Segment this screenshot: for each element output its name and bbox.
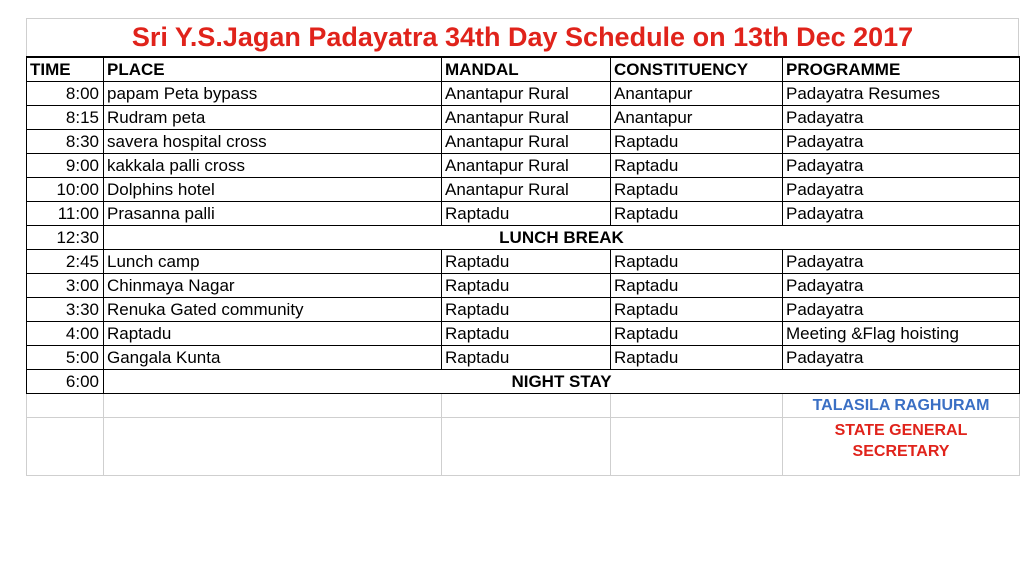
place-cell: Renuka Gated community	[104, 298, 442, 322]
signature-name-row	[27, 394, 1020, 418]
table-row	[27, 298, 1020, 322]
table-row	[27, 346, 1020, 370]
constituency-cell: Anantapur	[611, 82, 783, 106]
place-cell: Chinmaya Nagar	[104, 274, 442, 298]
programme-cell: Meeting &Flag hoisting	[783, 322, 1020, 346]
header-programme: PROGRAMME	[783, 57, 1020, 82]
header-place: PLACE	[104, 57, 442, 82]
schedule-sheet	[26, 18, 1019, 476]
time-cell: 9:00	[27, 154, 104, 178]
time-cell: 2:45	[27, 250, 104, 274]
place-cell: Prasanna palli	[104, 202, 442, 226]
place-cell: savera hospital cross	[104, 130, 442, 154]
schedule-title: Sri Y.S.Jagan Padayatra 34th Day Schedule on 13th Dec 2017	[26, 18, 1019, 56]
lunch-break-label: LUNCH BREAK	[104, 226, 1020, 250]
table-row	[27, 274, 1020, 298]
time-cell: 8:00	[27, 82, 104, 106]
constituency-cell: Raptadu	[611, 322, 783, 346]
time-cell: 8:30	[27, 130, 104, 154]
table-row	[27, 154, 1020, 178]
time-cell: 5:00	[27, 346, 104, 370]
empty-cell	[104, 394, 442, 418]
constituency-cell: Raptadu	[611, 130, 783, 154]
empty-cell	[27, 418, 104, 476]
programme-cell: Padayatra	[783, 106, 1020, 130]
time-cell: 3:00	[27, 274, 104, 298]
place-cell: Lunch camp	[104, 250, 442, 274]
mandal-cell: Anantapur Rural	[442, 82, 611, 106]
schedule-table	[26, 56, 1020, 476]
place-cell: papam Peta bypass	[104, 82, 442, 106]
signature-designation: STATE GENERAL SECRETARY	[783, 418, 1020, 476]
programme-cell: Padayatra	[783, 274, 1020, 298]
time-cell: 11:00	[27, 202, 104, 226]
mandal-cell: Raptadu	[442, 202, 611, 226]
programme-cell: Padayatra	[783, 250, 1020, 274]
mandal-cell: Anantapur Rural	[442, 178, 611, 202]
header-row	[27, 57, 1020, 82]
programme-cell: Padayatra	[783, 178, 1020, 202]
mandal-cell: Raptadu	[442, 250, 611, 274]
table-row	[27, 178, 1020, 202]
empty-cell	[611, 394, 783, 418]
header-mandal: MANDAL	[442, 57, 611, 82]
empty-cell	[104, 418, 442, 476]
constituency-cell: Raptadu	[611, 346, 783, 370]
table-row	[27, 202, 1020, 226]
programme-cell: Padayatra	[783, 130, 1020, 154]
table-row	[27, 82, 1020, 106]
programme-cell: Padayatra	[783, 346, 1020, 370]
night-time-cell: 6:00	[27, 370, 104, 394]
signature-designation-row	[27, 418, 1020, 476]
empty-cell	[611, 418, 783, 476]
place-cell: Dolphins hotel	[104, 178, 442, 202]
programme-cell: Padayatra	[783, 202, 1020, 226]
table-row	[27, 106, 1020, 130]
place-cell: kakkala palli cross	[104, 154, 442, 178]
time-cell: 4:00	[27, 322, 104, 346]
place-cell: Rudram peta	[104, 106, 442, 130]
mandal-cell: Raptadu	[442, 346, 611, 370]
mandal-cell: Raptadu	[442, 322, 611, 346]
constituency-cell: Raptadu	[611, 298, 783, 322]
constituency-cell: Raptadu	[611, 202, 783, 226]
time-cell: 10:00	[27, 178, 104, 202]
place-cell: Gangala Kunta	[104, 346, 442, 370]
programme-cell: Padayatra Resumes	[783, 82, 1020, 106]
lunch-break-row	[27, 226, 1020, 250]
programme-cell: Padayatra	[783, 298, 1020, 322]
time-cell: 3:30	[27, 298, 104, 322]
header-time: TIME	[27, 57, 104, 82]
table-row	[27, 250, 1020, 274]
table-row	[27, 322, 1020, 346]
header-constituency: CONSTITUENCY	[611, 57, 783, 82]
empty-cell	[442, 418, 611, 476]
mandal-cell: Anantapur Rural	[442, 106, 611, 130]
empty-cell	[442, 394, 611, 418]
mandal-cell: Anantapur Rural	[442, 154, 611, 178]
place-cell: Raptadu	[104, 322, 442, 346]
night-stay-row	[27, 370, 1020, 394]
constituency-cell: Raptadu	[611, 250, 783, 274]
night-stay-label: NIGHT STAY	[104, 370, 1020, 394]
constituency-cell: Anantapur	[611, 106, 783, 130]
constituency-cell: Raptadu	[611, 178, 783, 202]
lunch-time-cell: 12:30	[27, 226, 104, 250]
time-cell: 8:15	[27, 106, 104, 130]
mandal-cell: Anantapur Rural	[442, 130, 611, 154]
constituency-cell: Raptadu	[611, 154, 783, 178]
programme-cell: Padayatra	[783, 154, 1020, 178]
constituency-cell: Raptadu	[611, 274, 783, 298]
table-row	[27, 130, 1020, 154]
empty-cell	[27, 394, 104, 418]
mandal-cell: Raptadu	[442, 298, 611, 322]
signature-name: TALASILA RAGHURAM	[783, 394, 1020, 418]
mandal-cell: Raptadu	[442, 274, 611, 298]
